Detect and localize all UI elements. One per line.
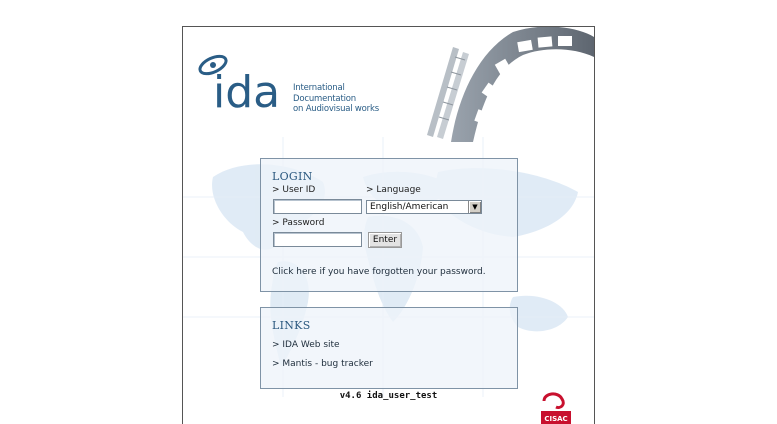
cisac-logo-text: CISAC [544, 415, 568, 423]
ida-web-site-link[interactable]: > IDA Web site [272, 340, 340, 350]
language-selected-value: English/American [370, 202, 449, 212]
forgot-password-link[interactable]: Click here if you have forgotten your password. [272, 267, 486, 277]
mantis-bug-tracker-link[interactable]: > Mantis - bug tracker [272, 359, 373, 369]
cisac-logo [538, 391, 574, 424]
login-panel [260, 158, 518, 292]
language-label: > Language [366, 185, 421, 195]
ida-logo-text: ida [213, 67, 281, 118]
language-select[interactable] [366, 200, 482, 214]
tagline-line: Documentation [293, 93, 356, 104]
enter-button[interactable]: Enter [368, 232, 402, 248]
ida-tagline [293, 83, 379, 115]
user-id-label: > User ID [272, 185, 316, 195]
login-title: LOGIN [272, 170, 313, 183]
password-input[interactable] [273, 232, 362, 247]
links-title: LINKS [272, 319, 311, 332]
tagline-line: on Audiovisual works [293, 104, 379, 114]
version-label: v4.6 ida_user_test [339, 391, 438, 401]
user-id-input[interactable] [273, 199, 362, 214]
film-strip-graphic [393, 27, 594, 142]
password-label: > Password [272, 218, 325, 228]
tagline-line: International [293, 83, 345, 93]
chevron-down-icon[interactable]: ▼ [468, 201, 481, 213]
login-page-frame [182, 26, 595, 424]
ida-logo [191, 49, 301, 119]
links-panel [260, 307, 518, 389]
